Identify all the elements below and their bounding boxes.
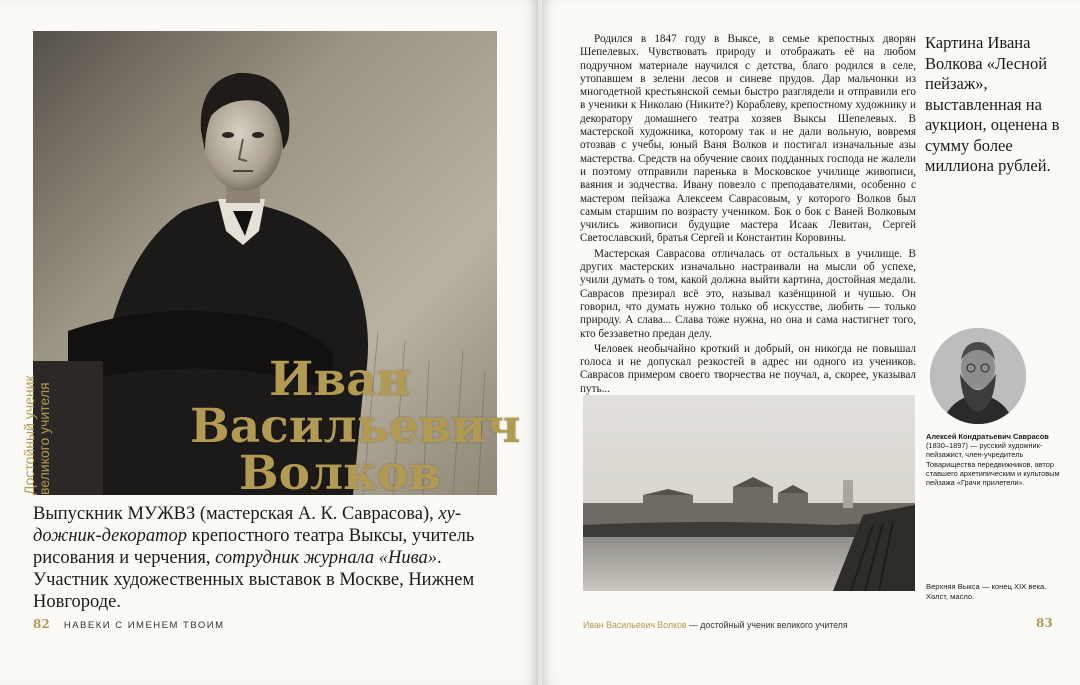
intro-part-1: Выпускник МУЖВЗ (мастерская А. К. Саврасова), — [33, 504, 439, 524]
intro-part-5: . Участник художественных выставок в Москве, Нижнем Новгороде. — [33, 548, 475, 612]
intro-paragraph — [33, 503, 508, 613]
article-title — [190, 352, 521, 501]
left-page-number: 82 — [33, 617, 50, 631]
pull-quote: Картина Ивана Волкова «Лесной пейзаж», выставленная на аукцион, оценена в сумму более миллиона рублей. — [925, 33, 1060, 175]
savrasov-caption — [926, 432, 1066, 487]
body-paragraph-3: Человек необычайно кроткий и добрый, он никогда не повышал голоса и не допускал резкостей в адрес ни одного из учеников. Саврасов примером своего творчества не поучал, а, скорее, указывал путь... — [580, 342, 916, 395]
right-page — [542, 0, 1080, 685]
savrasov-caption-text: (1830–1897) — русский художник-пейзажист, член-учредитель Товарищества передвижников, автор ставшего архетипическим и культовым пейзажа «Грачи прилетели». — [926, 441, 1060, 488]
intro-part-3: крепостного театра Выксы, учитель рисования и черчения, — [33, 526, 475, 568]
right-page-number: 83 — [1036, 616, 1053, 630]
body-paragraph-2: Мастерская Саврасова отличалась от остальных в училище. В других мастерских изначально настраивали на мысли об успехе, учили думать о том, какой должна выйти картина, достойная медали. Саврасов презирал всё это, называл казёнщиной и чушью. Он говорил, что думать нужно только об искусстве, любить — только природу. А слава... Слава тоже нужна, но она и сама настигнет того, кто беззаветно предан делу. — [580, 247, 916, 340]
footer-subject-name: Иван Васильевич Волков — [583, 620, 687, 630]
body-paragraph-1: Родился в 1847 году в Выксе, в семье крепостных дворян Шепелевых. Чувствовать природу и отображать её на любом подручном материале научился с детства, благо родился в селе, утопавшем в зелени лесов и синеве прудов. Дар мальчонки из многодетной крестьянской семьи быстро разглядели и отправили его в ученики к Николаю (Никите?) Кораблеву, крепостному художнику и декоратору домашнего театра хозяев Выксы Шепелевых. В мастерской художника, которому так и не дали вольную, вовремя отозвав с учебы, юный Ваня Волков и постигал изначальные азы мастерства. Средств на обучение своих подданных господа не жалели и поэтому отправили паренька в Московское училище живописи, ваяния и зодчества. Ивану повезло с преподавателями, особенно с мастером пейзажа Алексеем Саврасовым, у которого Волков был самым старшим по возрасту учеником. Бок о бок с Ваней Волковым учились живописи будущие мастера Исаак Левитан, Сергей Светославский, братья Сергей и Константин Коровины. — [580, 33, 916, 245]
title-line-3: Волков — [238, 446, 442, 501]
left-page — [0, 0, 538, 685]
vertical-subtitle-line-1: Достойный ученик — [21, 375, 37, 495]
landscape-painting-drawing — [583, 395, 915, 591]
painting-caption: Верхняя Выкса — конец XIX века. Холст, масло. — [926, 582, 1047, 601]
left-running-title: НАВЕКИ С ИМЕНЕМ ТВОИМ — [63, 620, 225, 631]
vertical-subtitle-line-2: великого учителя — [36, 382, 52, 495]
savrasov-portrait — [930, 328, 1026, 424]
intro-part-4: сотрудник журнала «Нива» — [215, 548, 438, 568]
body-text — [580, 33, 916, 398]
intro-part-2: ху- дожник-декоратор — [33, 504, 461, 546]
left-footer — [33, 617, 225, 631]
title-line-1: Иван — [269, 352, 411, 407]
landscape-painting — [583, 395, 915, 591]
savrasov-caption-name: Алексей Кондратьевич Саврасов — [926, 432, 1049, 441]
vertical-subtitle — [22, 325, 52, 495]
title-line-2: Васильевич — [190, 399, 521, 454]
footer-subtitle: — достойный ученик великого учителя — [686, 620, 848, 630]
savrasov-portrait-drawing — [930, 328, 1026, 424]
right-footer — [583, 620, 848, 630]
